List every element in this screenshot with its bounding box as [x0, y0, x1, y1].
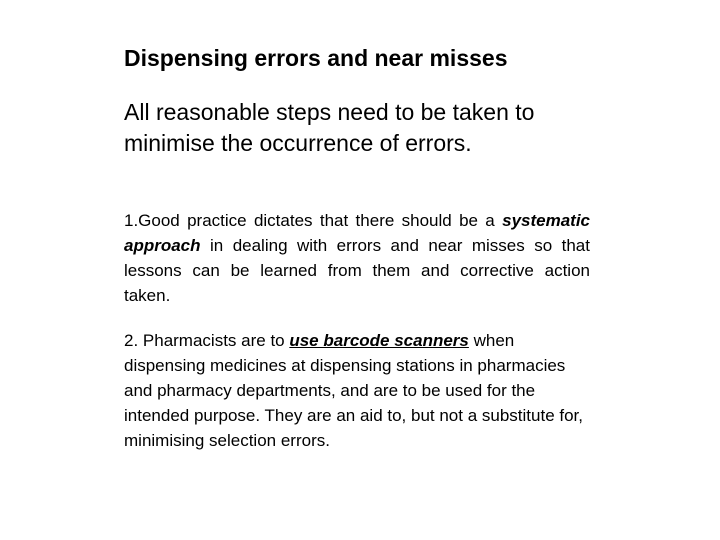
- point-1-text-after: in dealing with errors and near misses so that lessons can be learned from them and corrective action taken.: [124, 236, 590, 305]
- point-2-emphasis: use barcode scanners: [289, 331, 469, 350]
- slide: [124, 0, 592, 540]
- point-2-text-after: when dispensing medicines at dispensing stations in pharmacies and pharmacy departments, and are to be used for the intended purpose. They are an aid to, but not a substitute for, minimising selection errors.: [124, 331, 583, 450]
- point-2-text-before: 2. Pharmacists are to: [124, 331, 290, 350]
- point-1: [124, 208, 590, 308]
- intro-statement: All reasonable steps need to be taken to minimise the occurrence of errors.: [124, 99, 535, 156]
- slide-title: Dispensing errors and near misses: [124, 45, 508, 71]
- point-2: [124, 328, 590, 453]
- point-1-text-before: 1.Good practice dictates that there should be a: [124, 211, 503, 230]
- point-1-emphasis: systematic approach: [124, 211, 590, 255]
